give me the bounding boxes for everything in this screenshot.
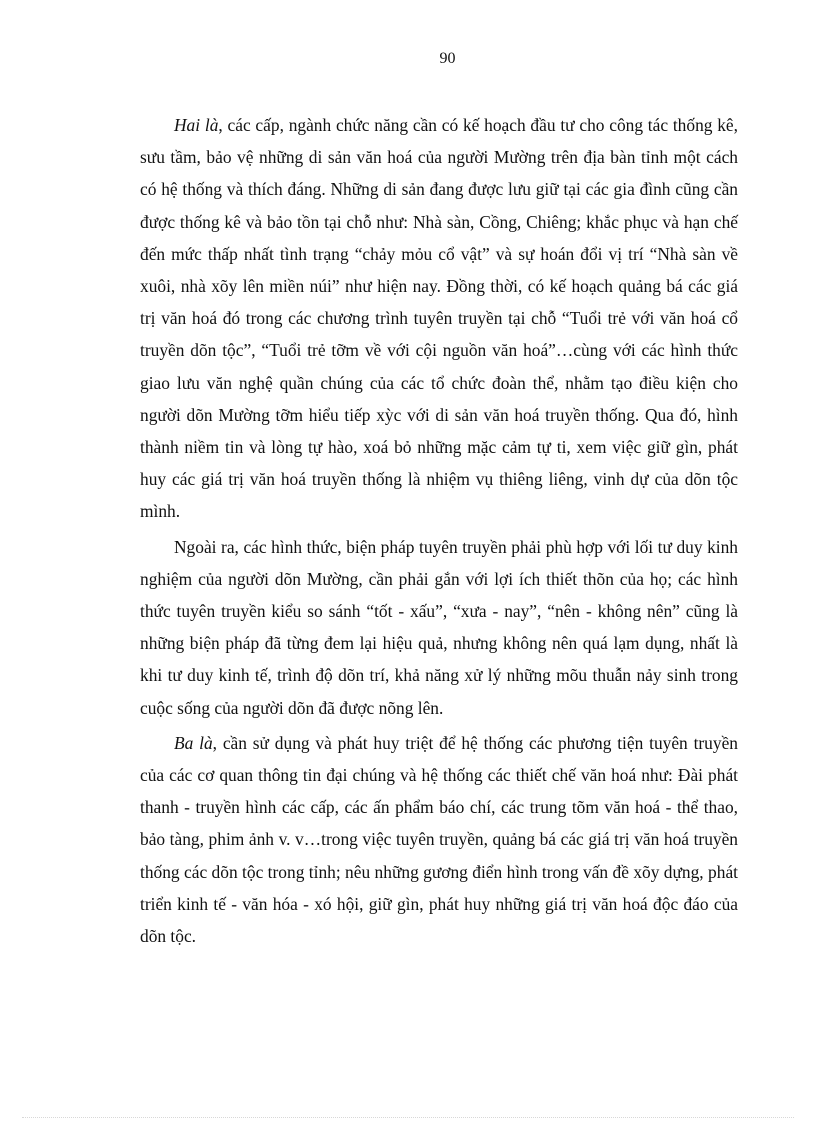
paragraph-text: , cần sử dụng và phát huy triệt để hệ thống các phương tiện tuyên truyền của các cơ quan thông tin đại chúng và hệ thống các thiết chế văn hoá như: Đài phát thanh - truyền hình các cấp, các ấn phẩm báo chí, các trung tõm văn hoá - thể thao, bảo tàng, phim ảnh v. v…trong việc tuyên truyền, quảng bá các giá trị văn hoá truyền thống các dõn tộc trong tỉnh; nêu những gương điển hình trong vấn đề xõy dựng, phát triển kinh tế - văn hóa - xó hội, giữ gìn, phát huy những giá trị văn hoá độc đáo của dõn tộc. bbox=[140, 732, 738, 947]
paragraph-text: , các cấp, ngành chức năng cần có kế hoạch đầu tư cho công tác thống kê, sưu tầm, bảo vệ những di sản văn hoá của người Mường trên địa bàn tỉnh một cách có hệ thống và thích đáng. Những di sản đang được lưu giữ tại các gia đình cũng cần được thống kê và bảo tồn tại chỗ như: Nhà sàn, Cồng, Chiêng; khắc phục và hạn chế đến mức thấp nhất tình trạng “chảy mỏu cổ vật” và sự hoán đổi vị trí “Nhà sàn về xuôi, nhà xõy lên miền núi” như hiện nay. Đồng thời, có kế hoạch quảng bá các giá trị văn hoá đó trong các chương trình tuyên truyền tại chỗ “Tuổi trẻ với văn hoá cổ truyền dõn tộc”, “Tuổi trẻ tỡm về với cội nguồn văn hoá”…cùng với các hình thức giao lưu văn nghệ quần chúng của các tổ chức đoàn thể, nhằm tạo điều kiện cho người dõn Mường tỡm hiểu tiếp xỳc với di sản văn hoá truyền thống. Qua đó, hình thành niềm tin và lòng tự hào, xoá bỏ những mặc cảm tự ti, xem việc giữ gìn, phát huy các giá trị văn hoá truyền thống là nhiệm vụ thiêng liêng, vinh dự của dõn tộc mình. bbox=[140, 115, 738, 522]
document-body bbox=[140, 109, 738, 955]
page-bottom-rule bbox=[22, 1117, 794, 1118]
page-number: 90 bbox=[439, 50, 456, 67]
paragraph-hai-la bbox=[140, 109, 738, 528]
paragraph-lead-hai-la: Hai là bbox=[174, 115, 219, 135]
paragraph-ngoai-ra bbox=[140, 531, 738, 724]
paragraph-text: Ngoài ra, các hình thức, biện pháp tuyên truyền phải phù hợp với lối tư duy kinh nghiệm của người dõn Mường, cần phải gắn với lợi ích thiết thõn của họ; các hình thức tuyên truyền kiểu so sánh “tốt - xấu”, “xưa - nay”, “nên - không nên” cũng là những biện pháp đã từng đem lại hiệu quả, nhưng không nên quá lạm dụng, nhất là khi tư duy kinh tế, trình độ dõn trí, khả năng xử lý những mõu thuẫn nảy sinh trong cuộc sống của người dõn đã được nõng lên. bbox=[140, 536, 738, 718]
paragraph-lead-ba-la: Ba là bbox=[174, 732, 213, 753]
paragraph-ba-la bbox=[140, 727, 738, 952]
